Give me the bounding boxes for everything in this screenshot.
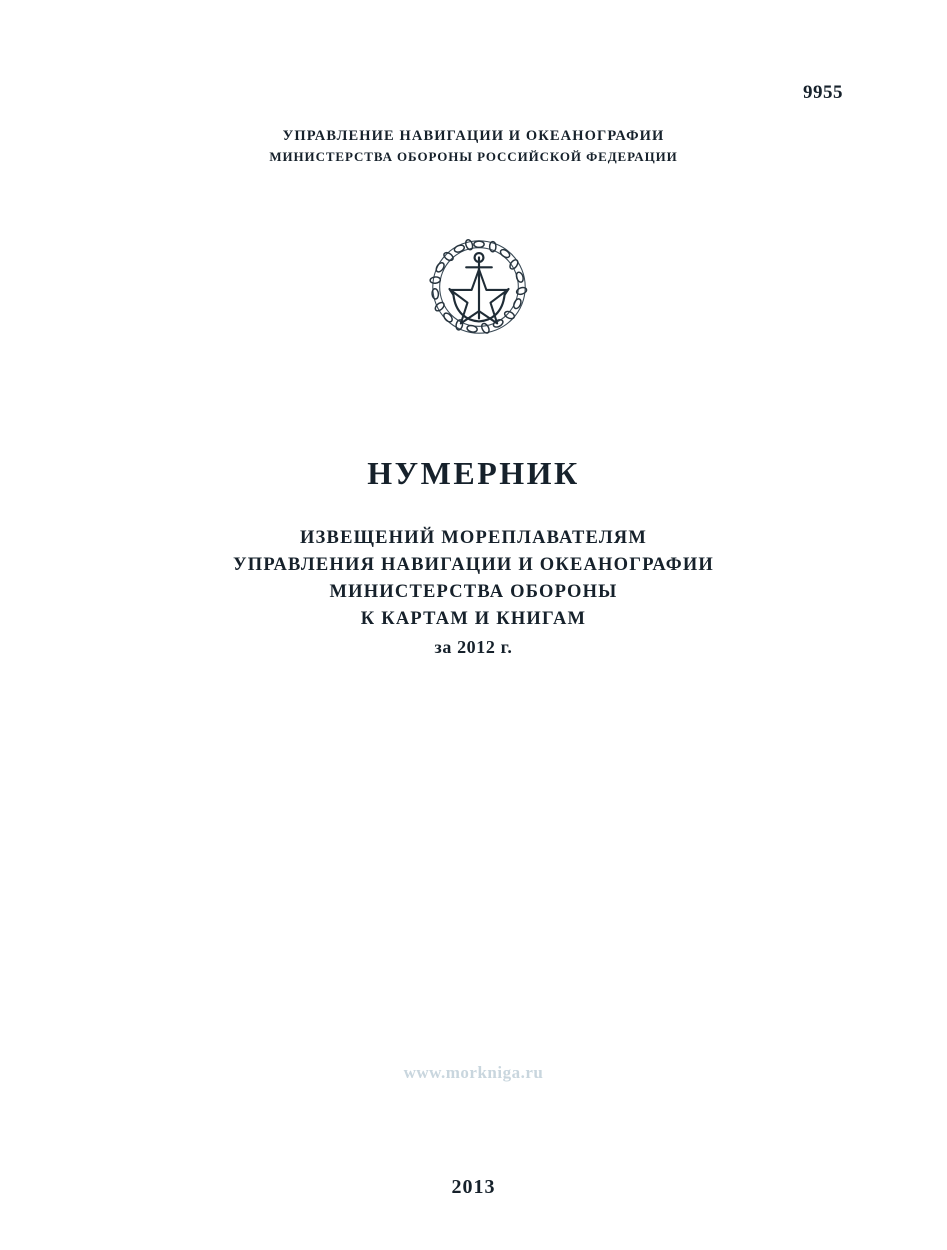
naval-anchor-star-emblem-icon <box>420 228 538 346</box>
subtitle-line-1: ИЗВЕЩЕНИЙ МОРЕПЛАВАТЕЛЯМ <box>299 528 648 548</box>
organization-line-2: МИНИСТЕРСТВА ОБОРОНЫ РОССИЙСКОЙ ФЕДЕРАЦИИ <box>269 149 678 164</box>
subtitle-line-2: УПРАВЛЕНИЯ НАВИГАЦИИ И ОКЕАНОГРАФИИ <box>232 555 715 575</box>
emblem-container <box>0 228 947 346</box>
catalog-number: 9955 <box>803 82 843 103</box>
period-label: за 2012 г. <box>434 637 513 657</box>
organization-header <box>0 128 947 169</box>
subtitle-line-3: МИНИСТЕРСТВА ОБОРОНЫ <box>329 582 618 602</box>
subtitle-line-4: К КАРТАМ И КНИГАМ <box>360 609 587 629</box>
page-title: НУМЕРНИК <box>367 455 580 491</box>
subtitle-block <box>0 525 947 658</box>
organization-line-1: УПРАВЛЕНИЕ НАВИГАЦИИ И ОКЕАНОГРАФИИ <box>282 128 665 144</box>
footer-year: 2013 <box>451 1176 496 1198</box>
watermark: www.morkniga.ru <box>403 1063 544 1082</box>
